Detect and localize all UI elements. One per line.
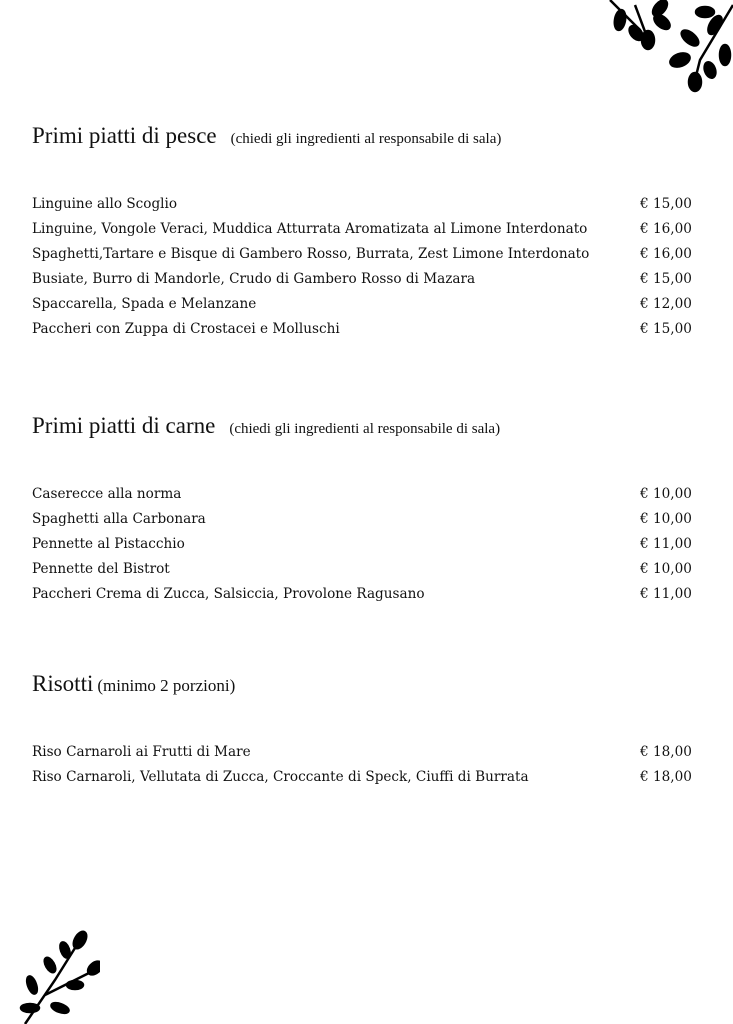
- section-note: (chiedi gli ingredienti al responsabile di sala): [229, 421, 501, 437]
- section-primi-pesce: [32, 123, 692, 342]
- item-price: € 11,00: [640, 536, 692, 552]
- section-title: Primi piatti di pesce: [32, 123, 217, 148]
- menu-item: [32, 507, 692, 532]
- item-price: € 12,00: [640, 296, 692, 312]
- item-name: Paccheri con Zuppa di Crostacei e Molluschi: [32, 321, 340, 337]
- menu-item: [32, 740, 692, 765]
- item-price: € 18,00: [640, 769, 692, 785]
- item-name: Caserecce alla norma: [32, 486, 182, 502]
- item-price: € 11,00: [640, 586, 692, 602]
- item-price: € 16,00: [640, 221, 692, 237]
- item-price: € 15,00: [640, 271, 692, 287]
- menu-item: [32, 267, 692, 292]
- menu-item: [32, 765, 692, 790]
- menu-item: [32, 557, 692, 582]
- menu-item: [32, 482, 692, 507]
- item-price: € 10,00: [640, 561, 692, 577]
- leaf-branch-icon: [600, 0, 733, 95]
- menu-item: [32, 292, 692, 317]
- menu-item: [32, 582, 692, 607]
- item-name: Spaghetti,Tartare e Bisque di Gambero Rosso, Burrata, Zest Limone Interdonato: [32, 246, 590, 262]
- item-name: Paccheri Crema di Zucca, Salsiccia, Provolone Ragusano: [32, 586, 425, 602]
- section-note: (minimo 2 porzioni): [97, 676, 236, 695]
- item-price: € 15,00: [640, 321, 692, 337]
- section-note: (chiedi gli ingredienti al responsabile di sala): [230, 131, 502, 147]
- item-name: Linguine, Vongole Veraci, Muddica Atturrata Aromatizata al Limone Interdonato: [32, 221, 588, 237]
- item-price: € 10,00: [640, 486, 692, 502]
- section-risotti: [32, 671, 692, 790]
- leaf-branch-icon: [10, 930, 100, 1024]
- section-title: Risotti: [32, 671, 94, 696]
- menu-item: [32, 317, 692, 342]
- menu-item: [32, 192, 692, 217]
- item-price: € 10,00: [640, 511, 692, 527]
- item-name: Pennette al Pistacchio: [32, 536, 185, 552]
- item-name: Spaccarella, Spada e Melanzane: [32, 296, 257, 312]
- item-name: Riso Carnaroli ai Frutti di Mare: [32, 744, 251, 760]
- section-primi-carne: [32, 413, 692, 607]
- item-name: Pennette del Bistrot: [32, 561, 170, 577]
- section-title: Primi piatti di carne: [32, 413, 216, 438]
- item-name: Linguine allo Scoglio: [32, 196, 178, 212]
- menu-item: [32, 242, 692, 267]
- item-name: Spaghetti alla Carbonara: [32, 511, 206, 527]
- item-price: € 15,00: [640, 196, 692, 212]
- item-price: € 16,00: [640, 246, 692, 262]
- menu-item: [32, 532, 692, 557]
- item-name: Busiate, Burro di Mandorle, Crudo di Gambero Rosso di Mazara: [32, 271, 476, 287]
- item-name: Riso Carnaroli, Vellutata di Zucca, Croccante di Speck, Ciuffi di Burrata: [32, 769, 529, 785]
- item-price: € 18,00: [640, 744, 692, 760]
- menu-item: [32, 217, 692, 242]
